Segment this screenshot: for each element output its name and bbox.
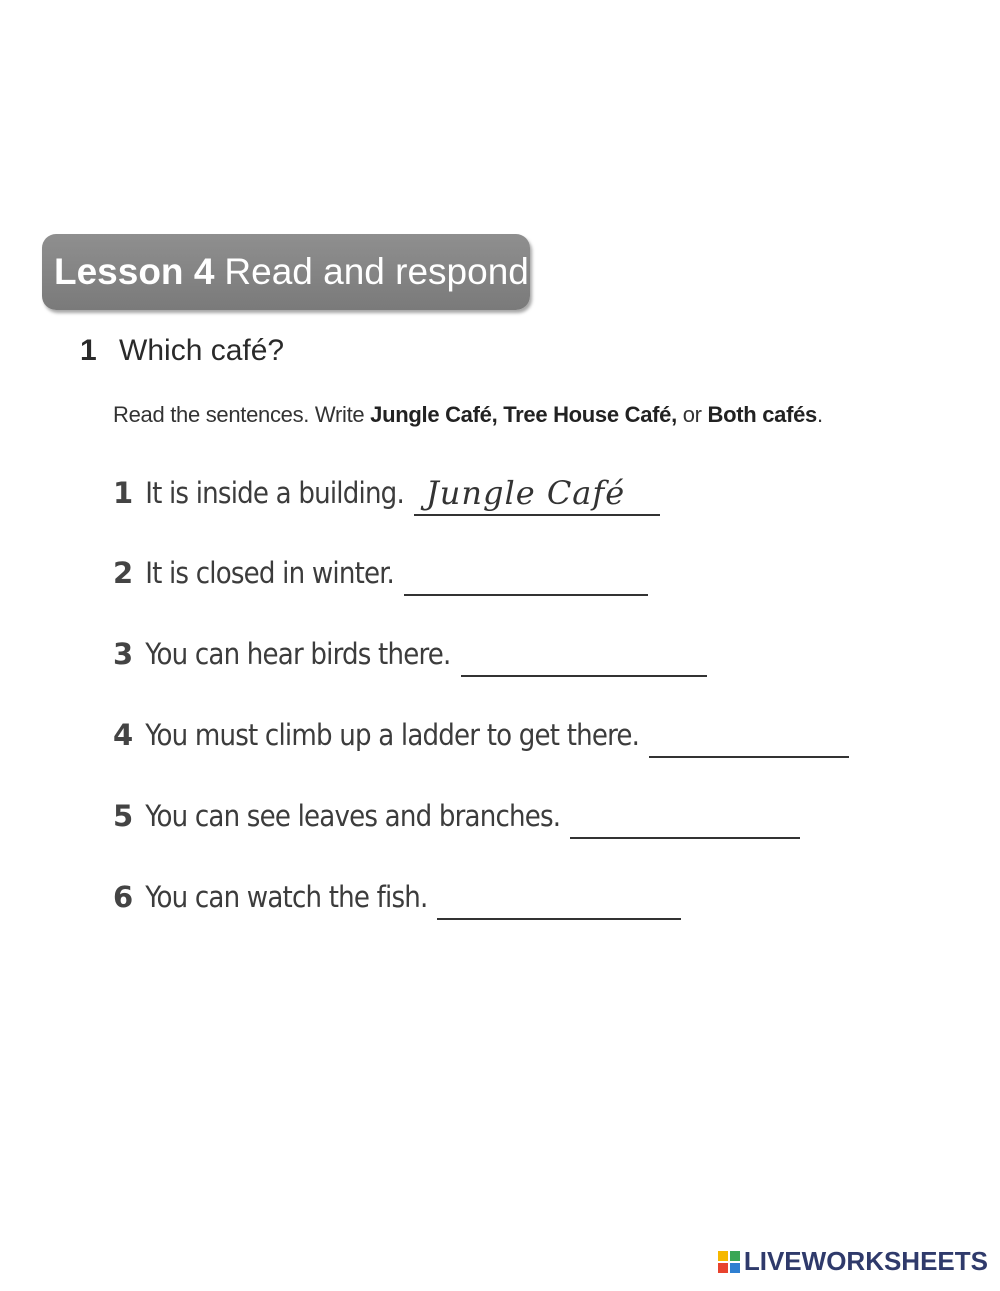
exercise-heading: [80, 334, 284, 368]
lesson-number: Lesson 4: [54, 251, 215, 292]
question-5: [113, 791, 800, 833]
instructions-suffix: .: [817, 402, 823, 427]
question-number: 3: [113, 637, 134, 671]
logo-text: LIVEWORKSHEETS: [743, 1246, 988, 1276]
question-number: 5: [113, 799, 134, 833]
option-both-cafes: Both cafés: [707, 402, 817, 427]
question-1: [113, 468, 660, 510]
instructions-prefix: Read the sentences. Write: [113, 402, 371, 427]
lesson-title: Read and respond: [224, 251, 529, 292]
question-number: 1: [113, 476, 134, 510]
logo-block: [730, 1251, 740, 1261]
answer-field[interactable]: [649, 716, 849, 758]
instructions: [113, 402, 823, 428]
option-jungle-cafe: Jungle Café,: [370, 402, 498, 427]
answer-field[interactable]: [461, 635, 707, 677]
question-text: It is closed in winter.: [145, 556, 394, 590]
answer-field[interactable]: [570, 797, 800, 839]
logo-blocks-icon: [718, 1251, 740, 1273]
lesson-banner: [42, 234, 530, 310]
question-number: 2: [113, 556, 134, 590]
question-text: You can see leaves and branches.: [145, 799, 561, 833]
question-3: [113, 629, 707, 671]
answer-field[interactable]: [437, 878, 681, 920]
answer-field[interactable]: [404, 554, 648, 596]
answer-text: Jungle Café: [425, 474, 626, 512]
question-2: [113, 548, 648, 590]
question-text: You must climb up a ladder to get there.: [145, 718, 640, 752]
logo-block: [718, 1251, 728, 1261]
liveworksheets-logo[interactable]: [718, 1246, 988, 1277]
question-number: 6: [113, 880, 134, 914]
question-text: You can watch the fish.: [145, 880, 428, 914]
question-6: [113, 872, 681, 914]
question-number: 4: [113, 718, 134, 752]
exercise-title: Which café?: [119, 334, 285, 367]
logo-block: [718, 1263, 728, 1273]
instructions-connector: or: [676, 402, 708, 427]
exercise-number: 1: [80, 334, 97, 367]
option-tree-house-cafe: Tree House Café,: [503, 402, 677, 427]
logo-block: [730, 1263, 740, 1273]
question-text: You can hear birds there.: [145, 637, 451, 671]
question-4: [113, 710, 849, 752]
question-text: It is inside a building.: [145, 476, 404, 510]
answer-field[interactable]: [414, 474, 660, 516]
